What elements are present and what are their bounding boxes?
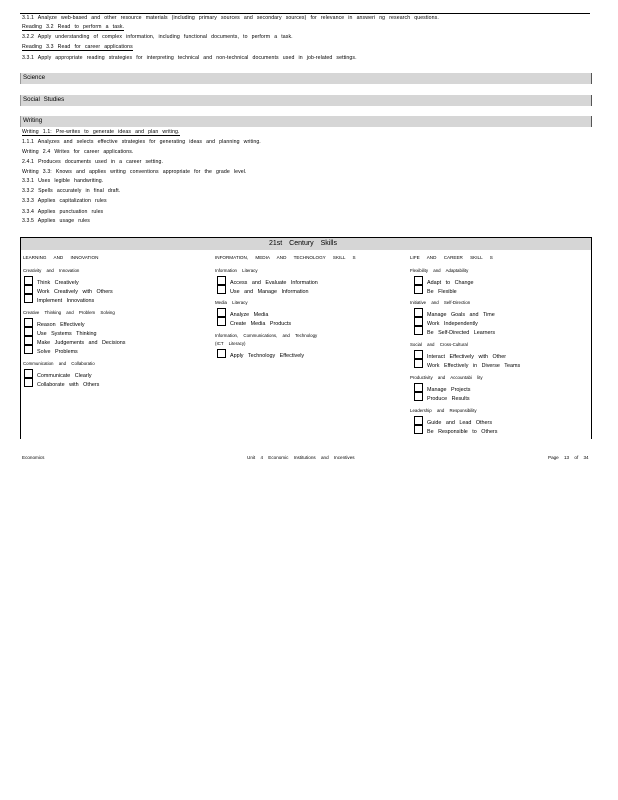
- group-title: Creativity and Innovation: [23, 268, 80, 273]
- skill-label: Communicate Clearly: [37, 373, 92, 379]
- checkbox[interactable]: [414, 392, 423, 401]
- standard-heading-reading-3-3: Reading 3.3 Read for career applications: [22, 44, 133, 50]
- checkbox[interactable]: [414, 359, 423, 368]
- standard-line: 3.1.1 Analyze web-based and other resource materials (including primary sources and secondary sources) for relevance in answeri ng research questions.: [22, 15, 439, 21]
- checkbox[interactable]: [217, 285, 226, 294]
- section-bar-social-studies: [20, 95, 592, 106]
- standard-line: 3.2.2 Apply understanding of complex information, including functional documents, to perform a task.: [22, 34, 293, 40]
- group-title: Information, Communications, and Technology: [215, 333, 318, 338]
- skill-label: Manage Goals and Time: [427, 312, 495, 318]
- skill-label: Use Systems Thinking: [37, 331, 97, 337]
- checkbox[interactable]: [414, 276, 423, 285]
- writing-line: Writing 3.3: Knows and applies writing conventions appropriate for the grade level.: [22, 169, 247, 175]
- standard-heading-reading-3-2: Reading 3.2 Read to perform a task.: [22, 24, 125, 30]
- checkbox[interactable]: [24, 336, 33, 345]
- skills-title: 21st Century Skills: [269, 240, 337, 247]
- writing-line: 1.1.1 Analyzes and selects effective strategies for generating ideas and planning writing.: [22, 139, 261, 145]
- checkbox[interactable]: [24, 318, 33, 327]
- skill-label: Work Creatively with Others: [37, 289, 113, 295]
- column-header-learning: LEARNING AND INNOVATION: [23, 255, 99, 260]
- skill-item[interactable]: [24, 378, 99, 388]
- checkbox[interactable]: [24, 345, 33, 354]
- group-title: Leadership and Responsibility: [410, 408, 477, 413]
- skills-title-bar: [21, 238, 591, 250]
- skill-label: Produce Results: [427, 396, 470, 402]
- writing-line: 3.3.1 Uses legible handwriting.: [22, 178, 104, 184]
- checkbox[interactable]: [414, 285, 423, 294]
- skill-item[interactable]: [24, 345, 78, 355]
- skill-label: Access and Evaluate Information: [230, 280, 318, 286]
- skill-item[interactable]: [414, 392, 470, 402]
- checkbox[interactable]: [24, 378, 33, 387]
- skill-item[interactable]: [414, 359, 520, 369]
- skill-label: Analyze Media: [230, 312, 269, 318]
- checkbox[interactable]: [217, 317, 226, 326]
- checkbox[interactable]: [217, 276, 226, 285]
- skill-label: Manage Projects: [427, 387, 471, 393]
- checkbox[interactable]: [24, 294, 33, 303]
- group-title: Communication and Collaboratio: [23, 361, 95, 366]
- checkbox[interactable]: [414, 317, 423, 326]
- skill-label: Make Judgements and Decisions: [37, 340, 126, 346]
- skill-label: Interact Effectively with Other: [427, 354, 507, 360]
- skills-panel: [20, 237, 592, 439]
- writing-line: Writing 2.4 Writes for career applications.: [22, 149, 134, 155]
- writing-line: 3.3.2 Spells accurately in final draft.: [22, 188, 121, 194]
- writing-heading-1-1: Writing 1.1: Pre-writes to generate ideas and plan writing.: [22, 129, 180, 135]
- skill-label: Apply Technology Effectively: [230, 353, 305, 359]
- skill-label: Solve Problems: [37, 349, 78, 355]
- skill-label: Adapt to Change: [427, 280, 474, 286]
- group-title: Flexibility and Adaptability: [410, 268, 469, 273]
- checkbox[interactable]: [24, 369, 33, 378]
- skill-item[interactable]: [217, 317, 291, 327]
- skill-item[interactable]: [24, 294, 94, 304]
- checkbox[interactable]: [24, 276, 33, 285]
- section-bar-science: [20, 73, 592, 84]
- writing-line: 3.3.4 Applies punctuation rules: [22, 209, 104, 215]
- skill-item[interactable]: [414, 425, 497, 435]
- checkbox[interactable]: [24, 327, 33, 336]
- skill-item[interactable]: [414, 326, 495, 336]
- standard-line: 3.3.1 Apply appropriate reading strategies for interpreting technical and non-technical documents used in job-related settings.: [22, 55, 357, 61]
- footer-left: Economics: [22, 455, 45, 460]
- skill-label: Be Responsible to Others: [427, 429, 498, 435]
- group-title: Information Literacy: [215, 268, 258, 273]
- skill-label: Work Effectively in Diverse Teams: [427, 363, 521, 369]
- column-header-life-career: LIFE AND CAREER SKILL S: [410, 255, 493, 260]
- checkbox[interactable]: [414, 425, 423, 434]
- checkbox[interactable]: [217, 308, 226, 317]
- skill-label: Implement Innovations: [37, 298, 95, 304]
- group-title: Initiative and Self-Direction: [410, 300, 471, 305]
- skill-item[interactable]: [414, 285, 457, 295]
- skill-label: Use and Manage Information: [230, 289, 309, 295]
- group-subtitle: (ICT Literacy): [215, 341, 246, 346]
- writing-line: 3.3.3 Applies capitalization rules: [22, 198, 107, 204]
- checkbox[interactable]: [24, 285, 33, 294]
- skill-label: Reason Effectively: [37, 322, 85, 328]
- skill-label: Be Flexible: [427, 289, 457, 295]
- writing-line: 2.4.1 Produces documents used in a career setting.: [22, 159, 164, 165]
- group-title: Social and Cross-Cultural: [410, 342, 468, 347]
- group-title: Media Literacy: [215, 300, 248, 305]
- checkbox[interactable]: [414, 416, 423, 425]
- checkbox[interactable]: [414, 326, 423, 335]
- footer-center: Unit 4 Economic Institutions and Incentives: [247, 455, 355, 460]
- skill-label: Create Media Products: [230, 321, 292, 327]
- group-title: Creative Thinking and Problem Solving: [23, 310, 115, 315]
- checkbox[interactable]: [414, 308, 423, 317]
- skill-label: Work Independently: [427, 321, 478, 327]
- footer-page-number: Page 13 of 34: [548, 455, 589, 460]
- checkbox[interactable]: [414, 383, 423, 392]
- section-bar-label: Social Studies: [23, 96, 65, 103]
- group-title: Productivity and Accountabi lity: [410, 375, 483, 380]
- skill-label: Collaborate with Others: [37, 382, 100, 388]
- top-rule: [20, 13, 590, 14]
- skill-label: Guide and Lead Others: [427, 420, 493, 426]
- checkbox[interactable]: [217, 349, 226, 358]
- skill-label: Be Self-Directed Learners: [427, 330, 496, 336]
- writing-line: 3.3.5 Applies usage rules: [22, 218, 90, 224]
- section-bar-label: Writing: [23, 117, 43, 124]
- skill-item[interactable]: [217, 285, 309, 295]
- section-bar-writing: [20, 116, 592, 127]
- skill-item[interactable]: [217, 349, 304, 359]
- section-bar-label: Science: [23, 74, 46, 81]
- checkbox[interactable]: [414, 350, 423, 359]
- column-header-information: INFORMATION, MEDIA AND TECHNOLOGY SKILL S: [215, 255, 356, 260]
- skill-label: Think Creatively: [37, 280, 79, 286]
